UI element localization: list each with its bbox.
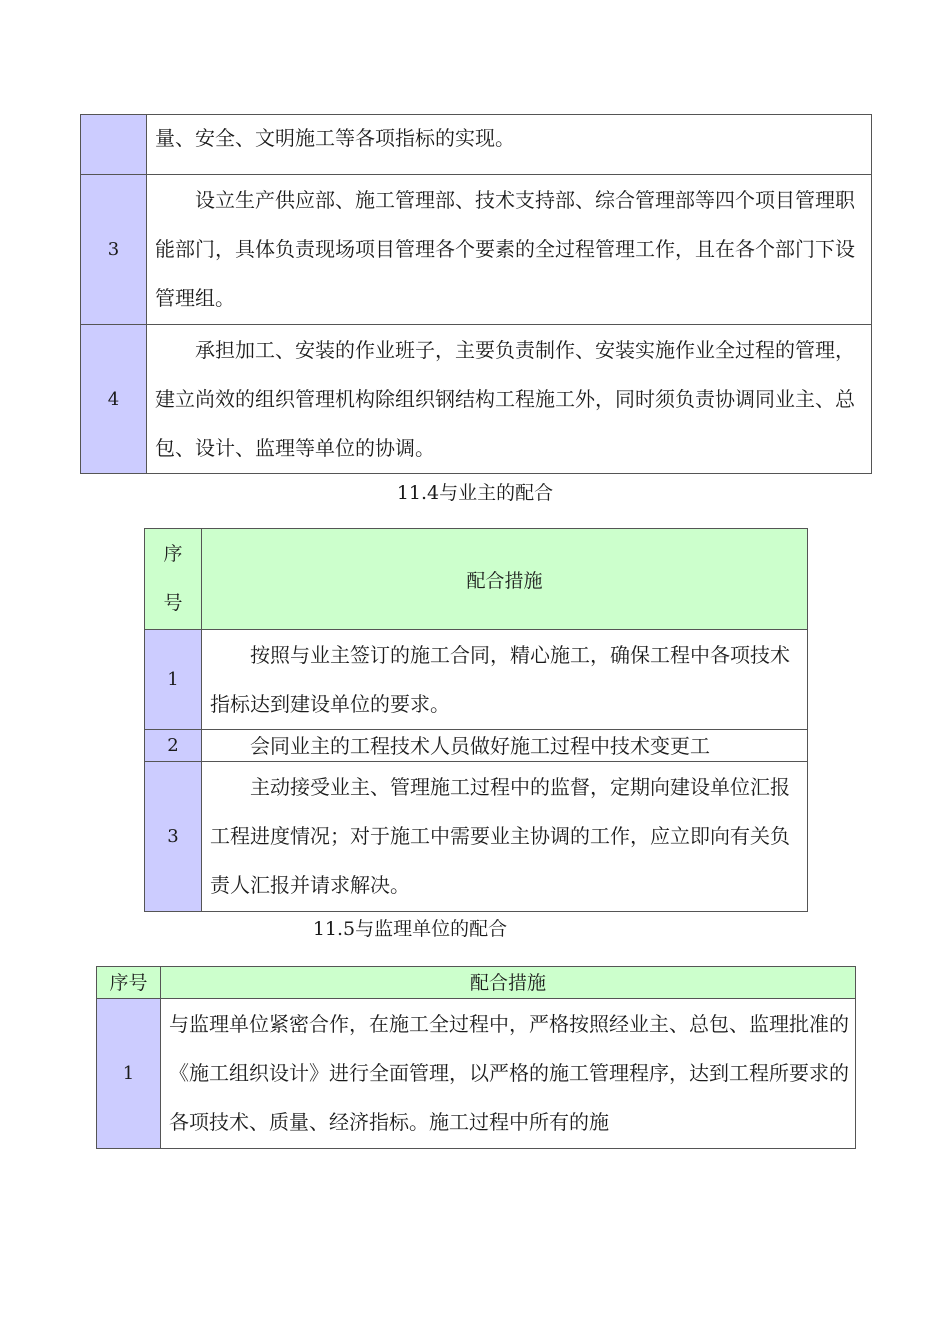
header-measures: 配合措施 [161,967,856,999]
table-header-row [145,529,808,630]
row-text: 按照与业主签订的施工合同，精心施工，确保工程中各项技术指标达到建设单位的要求。 [202,630,808,730]
row-text: 设立生产供应部、施工管理部、技术支持部、综合管理部等四个项目管理职能部门，具体负责现场项目管理各个要素的全过程管理工作，且在各个部门下设管理组。 [147,175,872,325]
row-number: 1 [97,999,161,1149]
table-row [145,730,808,762]
row-text: 会同业主的工程技术人员做好施工过程中技术变更工 [202,730,808,762]
row-number: 3 [81,175,147,325]
row-number [81,115,147,175]
table-row [97,999,856,1149]
header-num: 序号 [145,529,202,630]
table-row [81,115,872,175]
row-text: 主动接受业主、管理施工过程中的监督，定期向建设单位汇报工程进度情况；对于施工中需要业主协调的工作，应立即向有关负责人汇报并请求解决。 [202,762,808,912]
header-num: 序号 [97,967,161,999]
row-text: 承担加工、安装的作业班子，主要负责制作、安装实施作业全过程的管理，建立尚效的组织管理机构除组织钢结构工程施工外，同时须负责协调同业主、总包、设计、监理等单位的协调。 [147,325,872,474]
owner-cooperation-table [144,528,808,912]
table-row [145,630,808,730]
row-number: 4 [81,325,147,474]
row-number: 2 [145,730,202,762]
table-row [81,325,872,474]
row-text: 与监理单位紧密合作，在施工全过程中，严格按照经业主、总包、监理批准的《施工组织设计》进行全面管理，以严格的施工管理程序，达到工程所要求的各项技术、质量、经济指标。施工过程中所有的施 [161,999,856,1149]
row-number: 1 [145,630,202,730]
table-row [145,762,808,912]
table-header-row [97,967,856,999]
section-title-11-4: 11.4与业主的配合 [396,482,554,504]
org-table [80,114,872,474]
header-measures: 配合措施 [202,529,808,630]
row-text: 量、安全、文明施工等各项指标的实现。 [147,115,872,175]
row-number: 3 [145,762,202,912]
section-title-11-5: 11.5与监理单位的配合 [312,918,508,940]
table-row [81,175,872,325]
supervisor-cooperation-table [96,966,856,1149]
